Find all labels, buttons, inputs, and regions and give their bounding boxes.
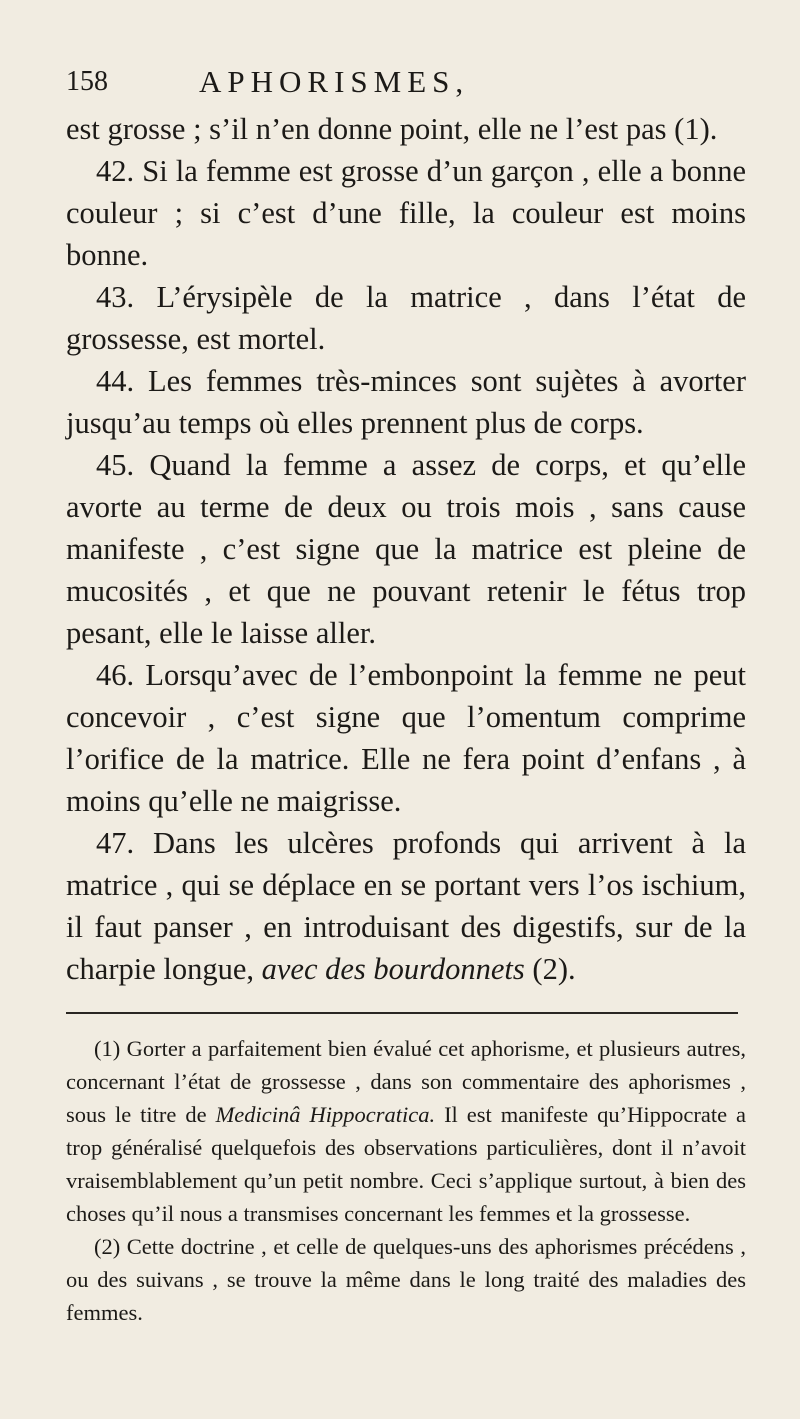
footnote-1-rest: Il est manifeste qu’Hippocrate a trop généralisé quelquefois des observations particulières, dont il n’avoit vraisemblablement qu’un petit nombre. Ceci s’applique surtout, à bien des choses qu’il nous a transmises concernant les femmes et la grossesse. [66,1102,747,1226]
aphorism-47-note-ref: (2). [532,952,576,986]
aphorism-47 [66,822,746,990]
aphorism-43: 43. L’érysipèle de la matrice , dans l’état de grossesse, est mortel. [66,280,746,356]
footnote-2: (2) Cette doctrine , et celle de quelques-uns des aphorismes précédens , ou des suivans , se trouve la même dans le long traité des maladies des femmes. [66,1234,746,1325]
aphorism-44: 44. Les femmes très-minces sont sujètes à avorter jusqu’au temps où elles prennent plus de corps. [66,364,746,440]
aphorism-continuation: est grosse ; s’il n’en donne point, elle ne l’est pas (1). [66,112,718,146]
aphorism-42: 42. Si la femme est grosse d’un garçon , elle a bonne couleur ; si c’est d’une fille, la couleur est moins bonne. [66,154,746,272]
footnote-1 [66,1032,746,1230]
page-header [66,56,746,108]
footnote-1-text: (1) Gorter a parfaitement bien évalué cet aphorisme, et plusieurs autres, concernant l’état de grossesse , dans son commentaire des aphorismes , sous le titre de [66,1036,746,1127]
aphorism-47-text: 47. Dans les ulcères profonds qui arrivent à la matrice , qui se déplace en se portant vers l’os ischium, il faut panser , en introduisant des digestifs, sur de la charpie longue, [66,826,746,986]
footnotes [66,1032,746,1329]
footnote-divider [66,1012,738,1014]
book-page [66,56,746,1329]
main-text [66,108,746,990]
aphorism-45: 45. Quand la femme a assez de corps, et qu’elle avorte au terme de deux ou trois mois , sans cause manifeste , c’est signe que la matrice est pleine de mucosités , et que ne pouvant retenir le fétus trop pesant, elle le laisse aller. [66,448,746,650]
aphorism-46: 46. Lorsqu’avec de l’embonpoint la femme ne peut concevoir , c’est signe que l’omentum comprime l’orifice de la matrice. Elle ne fera point d’enfans , à moins qu’elle ne maigrisse. [66,658,746,818]
page-number: 158 [66,66,108,97]
running-title: APHORISMES, [199,64,470,99]
footnote-1-title: Medicinâ Hippocratica. [215,1102,436,1127]
aphorism-47-italic: avec des bourdonnets [261,952,525,986]
